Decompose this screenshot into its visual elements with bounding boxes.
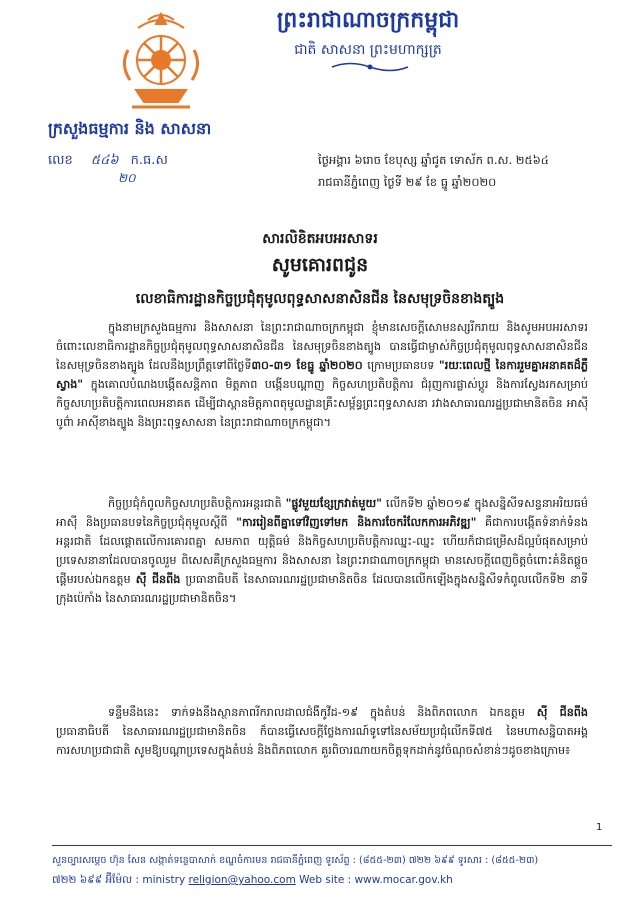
footer-contact: ៧២២ ៦៩៩ អ៊ីម៉ែល : ministry religion@yahoo.com Web site : www.mocar.gov.kh <box>52 874 453 886</box>
reference-number <box>48 152 168 171</box>
body-paragraph-1: ក្នុងនាមក្រសួងធម្មការ និងសាសនា នៃព្រះរាជាណាចក្រកម្ពុជា ខ្ញុំមានសេចក្តីសោមនស្សរីករាយ និងសូមអបអរសាទរចំពោះលេខាធិការដ្ឋានកិច្ចប្រជុំតុមូលពុទ្ធសាសនាសិនជីន នៃសមុទ្រចិនខាងត្បូង បានធ្វើជាម្ចាស់កិច្ចប្រជុំតុមូលពុទ្ធសាសនាសិនជីន នៃសមុទ្រចិនខាងត្បូង ដែលនឹងប្រព្រឹត្តទៅពីថ្ងៃទី៣០-៣១ ខែធ្នូ ឆ្នាំ២០២០ ក្រោមប្រធានបទ "រយៈពេលថ្មី នៃការរួមគ្នាអនាគតដ៏ភ្លឺស្វាង" ក្នុងគោលបំណងបង្កើតសន្តិភាព មិត្តភាព បង្កើនបណ្ដាញ កិច្ចសហប្រតិបត្តិការ ជំរុញការផ្លាស់ប្តូរ និងការស្វែងរកសម្រាប់កិច្ចសហប្រតិបត្តិការពេលអនាគត ដើម្បីជាស្ពានមិត្តភាពតុមូលដ្ឋានគ្រឹះសម្ព័ន្ធព្រះពុទ្ធសាសនា រវាងសាធារណរដ្ឋប្រជាមានិតចិន អាស៊ីបូព៌ា អាស៊ីខាងត្បូង និងព្រះពុទ្ធសាសនា នៃព្រះរាជាណាចក្រកម្ពុជា។ <box>56 321 588 429</box>
email-link[interactable]: religion@yahoo.com <box>188 874 296 886</box>
ministry-emblem-icon <box>118 10 204 112</box>
body-paragraph-3: ទន្ទឹមនឹងនេះ ទាក់ទងនឹងស្ថានភាពរីករាលដាលជំងឺកូវីដ-១៩ ក្នុងតំបន់ និងពិភពលោក ឯកឧត្តម ស៊ី ជីនពីង ប្រធានាធិបតី នៃសាធារណរដ្ឋប្រជាមានិតចិន ក៏បានធ្វើសេចក្តីថ្លែងការណ៍ទូទៅនៃសម័យប្រជុំលើកទី៧៥ នៃមហាសន្និបាតអង្គការសហប្រជាជាតិ សូមឱ្យបណ្តាប្រទេសក្នុងតំបន់ និងពិភពលោក គួរពិចារណាយកចិត្តទុកដាក់នូវចំណុចសំខាន់ៗដូចខាងក្រោម៖ <box>56 706 588 757</box>
body-paragraph-2: កិច្ចប្រជុំកំពូលកិច្ចសហប្រតិបត្តិការអន្តរជាតិ "ផ្លូវមួយខ្សែក្រវាត់មួយ" លើកទី២ ឆ្នាំ២០១៩ ក្នុងសន្និសីទសន្ទនាអរិយធម៌អាស៊ី និងប្រធានបទនៃកិច្ចប្រជុំតុមូលស្តីពី "ការរៀនពីគ្នាទៅវិញទៅមក និងការចែករំលែកការអភិវឌ្ឍ" គឺជាការបង្កើតទំនាក់ទំនងអន្តរជាតិ ដែលផ្តោតលើការគោរពគ្នា សមភាព យុត្តិធម៌ និងកិច្ចសហប្រតិបត្តិការឈ្នះ-ឈ្នះ ហើយក៏ជាជម្រើសដ៏ល្អបំផុតសម្រាប់ប្រទេសនានាដែលបានចូលរួម ពិសេសគឺក្រសួងធម្មការ និងសាសនា នៃព្រះរាជាណាចក្រកម្ពុជា មានសេចក្តីពេញចិត្តចំពោះគំនិតផ្តួចផ្តើមរបស់ឯកឧត្តម ស៊ី ជីនពីង ប្រធានាធិបតី នៃសាធារណរដ្ឋប្រជាមានិតចិន ដែលបានលើកឡើងក្នុងសន្និសីទកំពូលលើកទី២ នាទីក្រុងប៉េកាំង នៃសាធារណរដ្ឋប្រជាមានិតចិន។ <box>56 497 589 605</box>
respect-line: សូមគោរពជូន <box>271 254 369 276</box>
ref-handwritten-year: ២០ <box>118 171 136 185</box>
ref-number-handwritten: ៥៤៦ <box>90 153 119 168</box>
document-type: សារលិខិតអបអរសាទរ <box>262 231 378 247</box>
kingdom-heading: ព្រះរាជាណាចក្រកម្ពុជា <box>276 8 460 33</box>
solar-date: រាជធានីភ្នំពេញ ថ្ងៃទី ២៩ ខែ ធ្នូ ឆ្នាំ២០២០ <box>318 175 497 189</box>
ministry-name: ក្រសួងធម្មការ និង សាសនា <box>48 119 212 138</box>
ornament-divider-icon <box>330 60 410 74</box>
lunar-date: ថ្ងៃអង្គារ ៦រោច ខែបុស្ស ឆ្នាំជូត ទោស័ក ព.ស. ២៥៦៤ <box>318 153 549 167</box>
footer-address: សួនច្បារសម្តេច ហ៊ុន សែន សង្កាត់ទន្លេបាសាក់ ខណ្ឌចំការមន រាជធានីភ្នំពេញ ទូរស័ព្ទ : (៨៥៥-២៣) ៧២២ ៦៩៩ ទូរសារ : (៨៥៥-២៣) <box>52 855 539 866</box>
ref-label: លេខ <box>48 153 73 168</box>
national-motto: ជាតិ សាសនា ព្រះមហាក្សត្រ <box>294 42 442 58</box>
ref-suffix: ក.ធ.ស <box>130 153 168 168</box>
recipient-line: លេខាធិការដ្ឋានកិច្ចប្រជុំតុមូលពុទ្ធសាសនាសិនជីន នៃសមុទ្រចិនខាងត្បូង <box>135 291 505 307</box>
page-number: 1 <box>596 822 603 833</box>
footer-divider <box>52 845 612 846</box>
